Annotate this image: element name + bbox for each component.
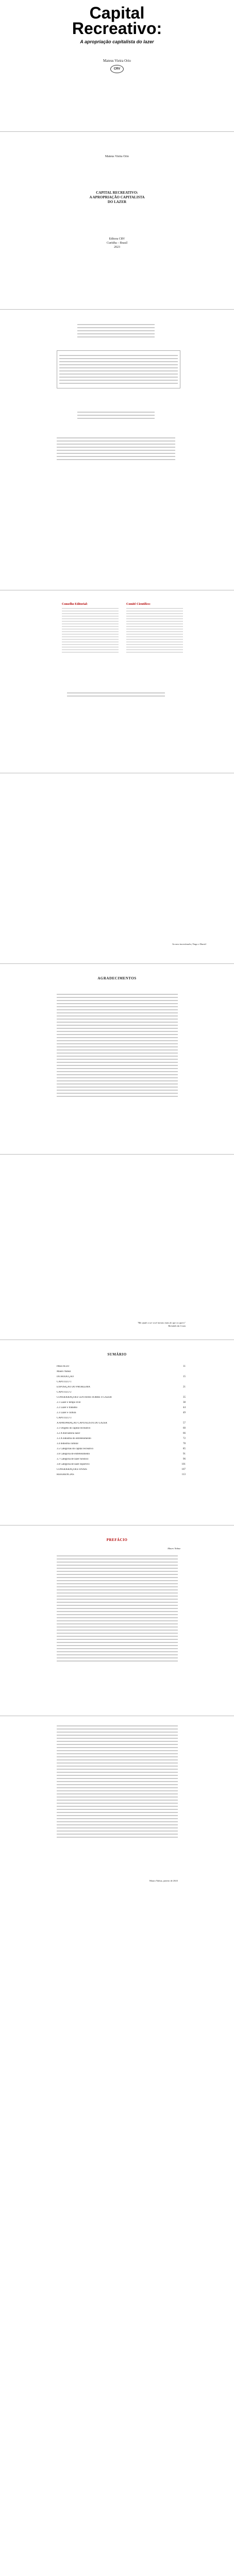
toc-entry-title: CAPÍTULO 2 [57, 1391, 72, 1394]
legal-notice-block [57, 435, 175, 462]
toc-entry-page: 60 [183, 1427, 186, 1430]
epigraph-attribution: Reinaldo da Costa [168, 1325, 186, 1327]
cataloging-box [57, 350, 180, 388]
toc-entry-page: 91 [183, 1453, 186, 1455]
acknowledgements-heading: AGRADECIMENTOS [97, 976, 137, 980]
toc-entry[interactable] [57, 1370, 186, 1374]
toc-entry[interactable] [57, 1376, 186, 1379]
publication-year: 2023 [114, 246, 120, 249]
toc-entry-page [178, 1391, 186, 1394]
toc-entry[interactable] [57, 1443, 186, 1446]
title-page-title [0, 191, 234, 205]
toc-entry-page: 78 [183, 1443, 186, 1445]
toc-entry[interactable] [57, 1422, 186, 1425]
toc-entry-title: 2.3 Lazer e cultura [57, 1412, 76, 1414]
page-separator [0, 131, 234, 132]
cover-page [0, 0, 234, 131]
publisher-logo-icon: CRV [110, 65, 124, 73]
toc-entry-title: 3.7 Categoria de lazer turístico [57, 1458, 89, 1461]
epigraph [113, 1321, 186, 1328]
toc-entry[interactable] [57, 1391, 186, 1394]
page-separator [0, 963, 234, 964]
toc-entry-title: 3.3 A indústria do entretenimento [57, 1437, 91, 1440]
toc-entry[interactable] [57, 1453, 186, 1456]
toc-entry-title: 3.6 Categoria de entretenimento [57, 1453, 90, 1455]
toc-entry[interactable] [57, 1406, 186, 1410]
toc-entry[interactable] [57, 1448, 186, 1451]
toc-entry-title: INTRODUÇÃO [57, 1376, 74, 1378]
title-page-publisher [0, 237, 234, 249]
toc-entry[interactable] [57, 1427, 186, 1430]
page-separator [0, 309, 234, 310]
preface-signature: Mauro Nahuz, janeiro de 2023 [149, 1879, 178, 1882]
toc-entry-page: 107 [181, 1468, 186, 1471]
toc-entry-page: 101 [181, 1463, 186, 1466]
toc-entry-page: 57 [183, 1422, 186, 1425]
toc-entry-title: 3.4 Indústria cultural [57, 1443, 78, 1445]
toc-entry-page: 49 [183, 1412, 186, 1414]
toc-entry-page: 113 [181, 1473, 186, 1476]
toc-entry-page: 11 [183, 1365, 186, 1368]
council-right-column [126, 603, 183, 654]
council-right-heading: Comitê Científico: [126, 603, 151, 606]
toc-entry[interactable] [57, 1365, 186, 1368]
title-line2: A APROPRIAÇÃO CAPITALISTA [89, 195, 145, 199]
council-left-column [62, 603, 119, 654]
toc-entry[interactable] [57, 1463, 186, 1466]
editorial-council [62, 603, 186, 680]
toc-entry-title: EXPOSIÇÃO DO PROBLEMA [57, 1386, 91, 1388]
isbn-block [77, 410, 155, 421]
acknowledgements-text [57, 992, 178, 1099]
toc-entry[interactable] [57, 1432, 186, 1435]
page-separator [0, 1154, 234, 1155]
toc-entry[interactable] [57, 1396, 186, 1399]
toc-entry[interactable] [57, 1401, 186, 1404]
toc-entry-title: CAPÍTULO 1 [57, 1381, 72, 1383]
cover-subtitle: A apropriação capitalista do lazer [80, 39, 154, 44]
copyright-block [77, 322, 155, 340]
title-line3: DO LAZER [107, 200, 127, 204]
toc-entry-page [178, 1417, 186, 1420]
toc-entry-title: REFERÊNCIAS [57, 1473, 74, 1476]
publisher-name: Editora CRV [109, 238, 125, 241]
toc-entry-page [178, 1370, 186, 1374]
toc-heading: SUMÁRIO [107, 1352, 127, 1357]
cover-title-line2: Recreativo: [72, 19, 162, 38]
toc-entry[interactable] [57, 1412, 186, 1415]
toc-entry-title: A APROPRIAÇÃO CAPITALISTA DO LAZER [57, 1422, 107, 1425]
toc-entry[interactable] [57, 1381, 186, 1384]
toc-entry-title: 2.1 Lazer e tempo livre [57, 1401, 81, 1404]
preface-text [57, 1553, 178, 1664]
toc-entry[interactable] [57, 1437, 186, 1440]
preface-author: Mauro Nahuz [168, 1547, 180, 1550]
toc-entry-page: 85 [183, 1448, 186, 1450]
title-line1: CAPITAL RECREATIVO: [96, 191, 138, 195]
page-separator [0, 1525, 234, 1526]
cover-title-line1: Capital [89, 4, 145, 22]
toc-entry-page: 66 [183, 1432, 186, 1435]
toc-entry-page: 72 [183, 1437, 186, 1440]
toc-entry-page: 15 [183, 1376, 186, 1378]
toc-entry-title: 3.5 Categorias do capital recreativo [57, 1448, 93, 1450]
toc-entry-title: CONSIDERAÇÕES CENTRAIS SOBRE O LAZER [57, 1396, 112, 1399]
toc-entry-page: 44 [183, 1406, 186, 1409]
council-footnote [67, 690, 165, 699]
cover-title [0, 5, 234, 36]
toc-entry-page: 35 [183, 1396, 186, 1399]
toc-entry-title: 3.2 A mercadoria lazer [57, 1432, 80, 1435]
toc-entry-page: 96 [183, 1458, 186, 1461]
preface-heading: PREFÁCIO [106, 1538, 128, 1542]
toc-entry-page [178, 1381, 186, 1384]
toc-entry[interactable] [57, 1473, 186, 1477]
council-left-heading: Conselho Editorial: [62, 603, 88, 606]
toc-entry-title: 2.2 Lazer e trabalho [57, 1406, 77, 1409]
toc-entry[interactable] [57, 1417, 186, 1420]
toc-entry-page: 38 [183, 1401, 186, 1404]
toc-entry-page: 21 [183, 1386, 186, 1388]
toc-entry[interactable] [57, 1468, 186, 1471]
toc-entry-title: 3.8 Categoria de lazer esportivo [57, 1463, 90, 1466]
dedication: Ao meu incentivador, Tiago e Daniel [172, 943, 206, 945]
toc-entry-title: Mauro Nahuz [57, 1370, 71, 1373]
toc-entry-title: PREFÁCIO [57, 1365, 70, 1368]
preface-text-continued [57, 1723, 178, 1840]
toc-entry[interactable] [57, 1458, 186, 1461]
epigraph-quote: "Me ajude a ser você mesmo mais do que eu quero" [137, 1321, 186, 1324]
catalog-page [0, 312, 234, 590]
cover-author: Mateus Vieira Orio [103, 59, 131, 63]
toc-entry[interactable] [57, 1386, 186, 1389]
toc-entry-title: CAPÍTULO 3 [57, 1417, 72, 1419]
toc-entry-title: 3.1 Origens do capital recreativo [57, 1427, 91, 1430]
publisher-city: Curitiba – Brasil [107, 242, 127, 245]
half-title-author: Mateus Vieira Orio [105, 155, 129, 158]
toc-entry-title: CONSIDERAÇÕES FINAIS [57, 1468, 87, 1471]
half-title-page [0, 134, 234, 309]
